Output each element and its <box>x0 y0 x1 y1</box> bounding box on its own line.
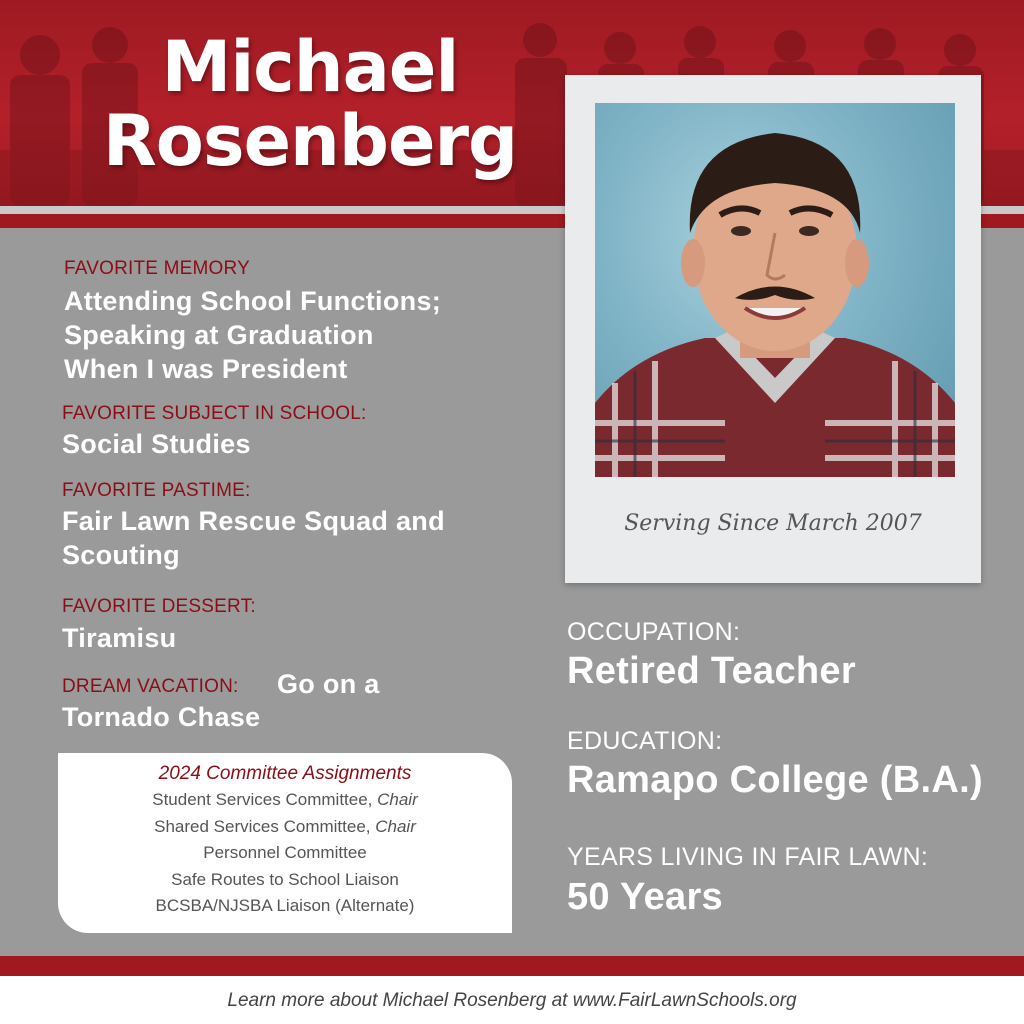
favorite-memory-value <box>64 284 441 386</box>
photo-caption: Serving Since March 2007 <box>624 511 922 536</box>
first-name: Michael <box>161 26 459 108</box>
committee-name: Safe Routes to School Liaison <box>171 869 399 889</box>
portrait-photo <box>595 103 955 477</box>
dream-vacation-value-end: Tornado Chase <box>62 702 261 732</box>
committee-item <box>58 814 512 841</box>
committee-item <box>58 867 512 894</box>
favorite-pastime-value <box>62 504 445 572</box>
committee-role: Chair <box>375 816 416 836</box>
favorite-dessert-value: Tiramisu <box>62 623 177 653</box>
committee-name: BCSBA/NJSBA Liaison (Alternate) <box>155 896 415 915</box>
committee-role: Chair <box>377 790 418 809</box>
favorite-memory-line-2: Speaking at Graduation <box>64 320 374 350</box>
favorite-pastime-label: FAVORITE PASTIME: <box>62 480 251 501</box>
favorite-subject-value: Social Studies <box>62 429 251 459</box>
committee-name: Personnel Committee <box>203 843 367 862</box>
favorite-memory-line-1: Attending School Functions; <box>64 286 442 316</box>
committee-assignments-card <box>58 753 512 933</box>
committee-item <box>58 840 512 867</box>
years-in-fair-lawn-value: 50 Years <box>567 876 723 918</box>
dream-vacation-value-start: Go on a <box>277 669 380 699</box>
favorite-pastime-line-1: Fair Lawn Rescue Squad and <box>62 506 445 536</box>
favorite-memory-line-3: When I was President <box>64 354 348 384</box>
education-value: Ramapo College (B.A.) <box>567 759 983 801</box>
committee-item <box>58 893 512 920</box>
last-name: Rosenberg <box>102 100 518 182</box>
portrait-illustration <box>595 103 955 477</box>
photo-frame <box>565 75 981 583</box>
favorite-subject-label: FAVORITE SUBJECT IN SCHOOL: <box>62 403 367 424</box>
occupation-value: Retired Teacher <box>567 650 856 692</box>
committee-item <box>58 787 512 814</box>
occupation-label: OCCUPATION: <box>567 618 741 646</box>
years-in-fair-lawn-label: YEARS LIVING IN FAIR LAWN: <box>567 843 929 871</box>
favorite-memory-label: FAVORITE MEMORY <box>64 258 250 279</box>
committee-name: Shared Services Committee, <box>154 816 376 836</box>
favorite-pastime-line-2: Scouting <box>62 540 180 570</box>
favorite-dessert-label: FAVORITE DESSERT: <box>62 596 256 617</box>
footer-website-text: Learn more about Michael Rosenberg at www.FairLawnSchools.org <box>227 990 797 1011</box>
committee-name: Student Services Committee, <box>152 790 378 809</box>
member-name <box>100 26 520 182</box>
education-label: EDUCATION: <box>567 727 723 755</box>
footer-stripe <box>0 956 1024 976</box>
dream-vacation-label: DREAM VACATION: <box>62 676 239 697</box>
committee-title: 2024 Committee Assignments <box>158 763 412 784</box>
